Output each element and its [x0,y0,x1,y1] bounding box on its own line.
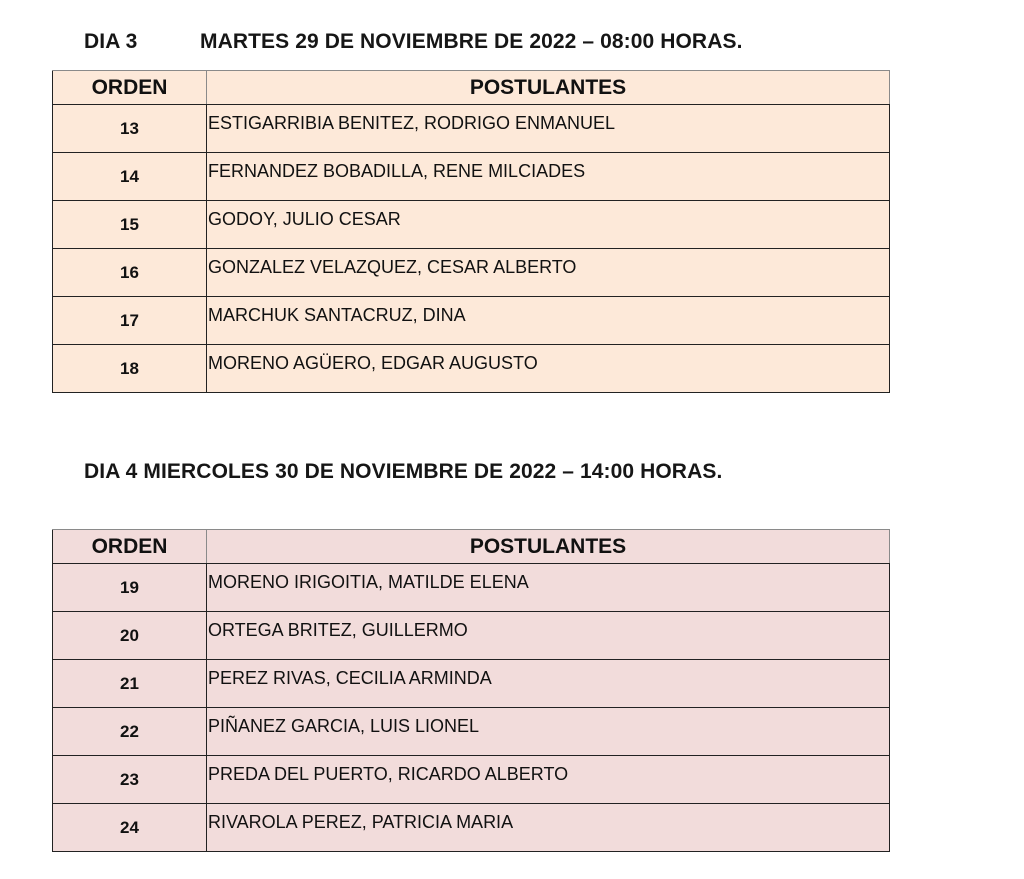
orden-column-header: ORDEN [53,530,207,564]
orden-cell: 20 [53,612,207,660]
postulante-name-cell: PIÑANEZ GARCIA, LUIS LIONEL [207,708,890,756]
orden-cell: 15 [53,201,207,249]
postulantes-column-header: POSTULANTES [207,530,890,564]
table-row [53,249,890,297]
table-row [53,297,890,345]
day-label: DIA 4 [84,460,138,483]
postulante-name-cell: PREDA DEL PUERTO, RICARDO ALBERTO [207,756,890,804]
orden-cell: 13 [53,105,207,153]
postulante-name-cell: ORTEGA BRITEZ, GUILLERMO [207,612,890,660]
table-header-row [53,530,890,564]
table-row [53,660,890,708]
postulante-name-cell: GONZALEZ VELAZQUEZ, CESAR ALBERTO [207,249,890,297]
orden-cell: 19 [53,564,207,612]
roster-table-dia-4 [52,529,890,852]
orden-cell: 18 [53,345,207,393]
table-row [53,756,890,804]
table-row [53,201,890,249]
table-row [53,153,890,201]
postulantes-column-header: POSTULANTES [207,71,890,105]
table-header-row [53,71,890,105]
table-row [53,345,890,393]
orden-cell: 14 [53,153,207,201]
postulante-name-cell: PEREZ RIVAS, CECILIA ARMINDA [207,660,890,708]
orden-cell: 22 [53,708,207,756]
orden-cell: 16 [53,249,207,297]
table-row [53,708,890,756]
postulante-name-cell: MORENO AGÜERO, EDGAR AUGUSTO [207,345,890,393]
roster-table-dia-3 [52,70,890,393]
table-row [53,564,890,612]
date-label: MARTES 29 DE NOVIEMBRE DE 2022 – 08:00 HORAS. [200,30,743,53]
table-row [53,804,890,852]
table-row [53,612,890,660]
orden-cell: 23 [53,756,207,804]
postulante-name-cell: GODOY, JULIO CESAR [207,201,890,249]
orden-cell: 24 [53,804,207,852]
section-heading-dia-4 [84,460,722,484]
postulante-name-cell: ESTIGARRIBIA BENITEZ, RODRIGO ENMANUEL [207,105,890,153]
postulante-name-cell: MARCHUK SANTACRUZ, DINA [207,297,890,345]
table-row [53,105,890,153]
postulante-name-cell: FERNANDEZ BOBADILLA, RENE MILCIADES [207,153,890,201]
orden-cell: 17 [53,297,207,345]
postulante-name-cell: MORENO IRIGOITIA, MATILDE ELENA [207,564,890,612]
section-heading-dia-3 [84,30,743,54]
postulante-name-cell: RIVAROLA PEREZ, PATRICIA MARIA [207,804,890,852]
orden-column-header: ORDEN [53,71,207,105]
day-label: DIA 3 [84,30,138,53]
orden-cell: 21 [53,660,207,708]
date-label: MIERCOLES 30 DE NOVIEMBRE DE 2022 – 14:00 HORAS. [143,460,723,483]
